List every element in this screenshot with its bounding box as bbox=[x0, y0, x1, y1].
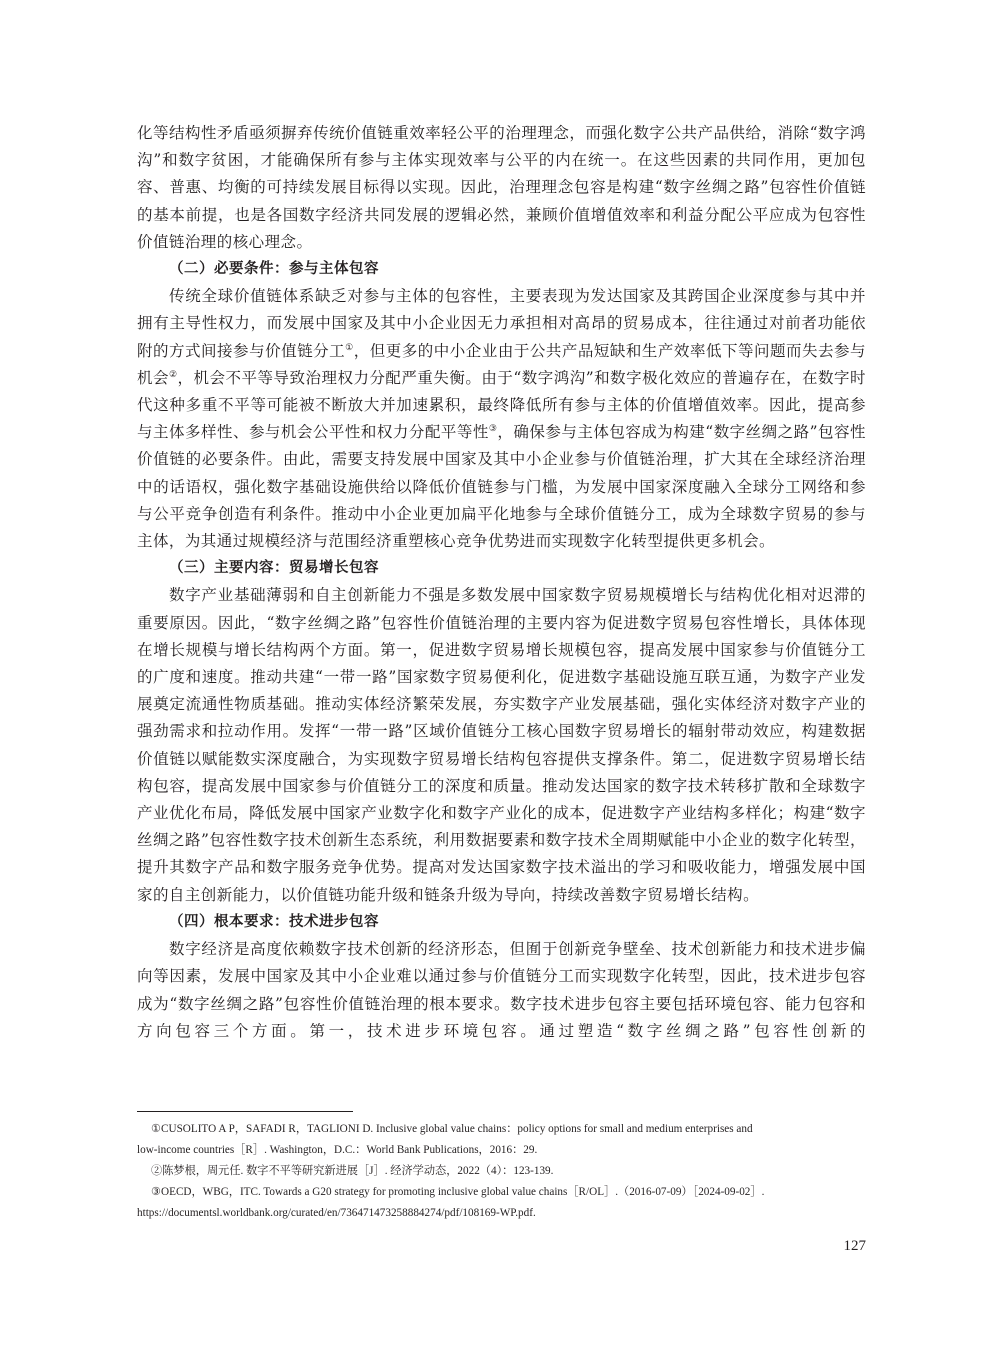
paragraph-trade-growth: 数字产业基础薄弱和自主创新能力不强是多数发展中国家数字贸易规模增长与结构优化相对迟滞的重要原因。因此，“数字丝绸之路”包容性价值链治理的主要内容为促进数字贸易包容性增长，具体体现在增长规模与增长结构两个方面。第一，促进数字贸易增长规模包容，提高发展中国家参与价值链分工的广度和速度。推动共建“一带一路”国家数字贸易便利化，促进数字基础设施互联互通，为数字产业发展奠定流通性物质基础。推动实体经济繁荣发展，夯实数字产业发展基础，强化实体经济对数字产业的强劲需求和拉动作用。发挥“一带一路”区域价值链分工核心国数字贸易增长的辐射带动效应，构建数据价值链以赋能数实深度融合，为实现数字贸易增长结构包容提供支撑条件。第二，促进数字贸易增长结构包容，提高发展中国家参与价值链分工的深度和质量。推动发达国家的数字技术转移扩散和全球数字产业优化布局，降低发展中国家产业数字化和数字产业化的成本，促进数字产业结构多样化；构建“数字丝绸之路”包容性数字技术创新生态系统，利用数据要素和数字技术全周期赋能中小企业的数字化转型，提升其数字产品和数字服务竞争优势。提高对发达国家数字技术溢出的学习和吸收能力，增强发展中国家的自主创新能力，以价值链功能升级和链条升级为导向，持续改善数字贸易增长结构。 bbox=[137, 586, 866, 904]
footnote-mark: ③ bbox=[151, 1186, 162, 1198]
footnote-1 bbox=[137, 1119, 866, 1161]
paragraph-text: ，但更多的中小企业由于公共产品短缺和生产效率低下等问题而失去参与机会 bbox=[137, 341, 866, 387]
section-heading-trade-growth: （三）主要内容：贸易增长包容 bbox=[169, 560, 379, 577]
page-number: 127 bbox=[843, 1238, 866, 1254]
footnote-ref-3[interactable]: ③ bbox=[488, 424, 498, 435]
paragraph-participant-inclusion bbox=[137, 283, 866, 555]
section-heading-tech-progress: （四）根本要求：技术进步包容 bbox=[169, 913, 379, 930]
footnote-3 bbox=[137, 1182, 866, 1224]
paragraph-text: ，确保参与主体包容成为构建“数字丝绸之路”包容性价值链的必要条件。由此，需要支持发展中国家及其中小企业参与价值链治理，扩大其在全球经济治理中的话语权，强化数字基础设施供给以降低价值链参与门槛，为发展中国家深度融入全球分工网络和参与公平竞争创造有利条件。推动中小企业更加扁平化地参与全球价值链分工，成为全球数字贸易的参与主体，为其通过规模经济与范围经济重塑核心竞争优势进而实现数字化转型提供更多机会。 bbox=[137, 423, 866, 551]
footnote-text: CUSOLITO A P，SAFADI R，TAGLIONI D. Inclusive global value chains：policy options for small and medium enterprises and bbox=[161, 1123, 753, 1135]
footnotes bbox=[137, 1119, 866, 1224]
section-heading-participant-inclusion: （二）必要条件：参与主体包容 bbox=[169, 261, 379, 278]
footnote-text: 陈梦根，周元任. 数字不平等研究新进展［J］. 经济学动态，2022（4）：123-139. bbox=[162, 1165, 554, 1177]
footnote-mark: ① bbox=[151, 1123, 162, 1135]
footnote-url[interactable]: https://documentsl.worldbank.org/curated/en/736471473258884274/pdf/108169-WP.pdf. bbox=[137, 1207, 536, 1219]
paragraph-text: 传统全球价值链体系缺乏对参与主体的包容性，主要表现为发达国家及其跨国企业深度参与其中并拥有主导性权力，而发展中国家及其中小企业因无力承担相对高昂的贸易成本，往往通过对前者功能依附的方式间接参与价值链分工 bbox=[137, 287, 866, 360]
paragraph-text: ，机会不平等导致治理权力分配严重失衡。由于“数字鸿沟”和数字极化效应的普遍存在，在数字时代这种多重不平等可能被不断放大并加速累积，最终降低所有参与主体的价值增值效率。因此，提高参与主体多样性、参与机会公平性和权力分配平等性 bbox=[137, 368, 866, 442]
paragraph-governance-concept: 化等结构性矛盾亟须摒弃传统价值链重效率轻公平的治理理念，而强化数字公共产品供给，消除“数字鸿沟”和数字贫困，才能确保所有参与主体实现效率与公平的内在统一。在这些因素的共同作用，更加包容、普惠、均衡的可持续发展目标得以实现。因此，治理理念包容是构建“数字丝绸之路”包容性价值链的基本前提，也是各国数字经济共同发展的逻辑必然，兼顾价值增值效率和利益分配公平应成为包容性价值链治理的核心理念。 bbox=[137, 124, 866, 251]
footnote-ref-2[interactable]: ② bbox=[168, 369, 178, 380]
footnote-text-cont: low-income countries［R］. Washington，D.C.：World Bank Publications，2016：29. bbox=[137, 1144, 538, 1156]
footnote-mark: ② bbox=[151, 1165, 163, 1177]
footnote-ref-1[interactable]: ① bbox=[345, 342, 354, 353]
footnote-divider bbox=[137, 1111, 353, 1112]
footnote-2 bbox=[137, 1161, 866, 1182]
footnote-text: OECD，WBG，ITC. Towards a G20 strategy for promoting inclusive global value chains［R/OL］.（2016-07-09）［2024-09-02］. bbox=[161, 1186, 765, 1198]
paragraph-tech-progress: 数字经济是高度依赖数字技术创新的经济形态，但囿于创新竞争壁垒、技术创新能力和技术进步偏向等因素，发展中国家及其中小企业难以通过参与价值链分工而实现数字化转型，因此，技术进步包容成为“数字丝绸之路”包容性价值链治理的根本要求。数字技术进步包容主要包括环境包容、能力包容和方向包容三个方面。第一，技术进步环境包容。通过塑造“数字丝绸之路”包容性创新的 bbox=[137, 940, 866, 1040]
article-body bbox=[137, 120, 866, 1045]
